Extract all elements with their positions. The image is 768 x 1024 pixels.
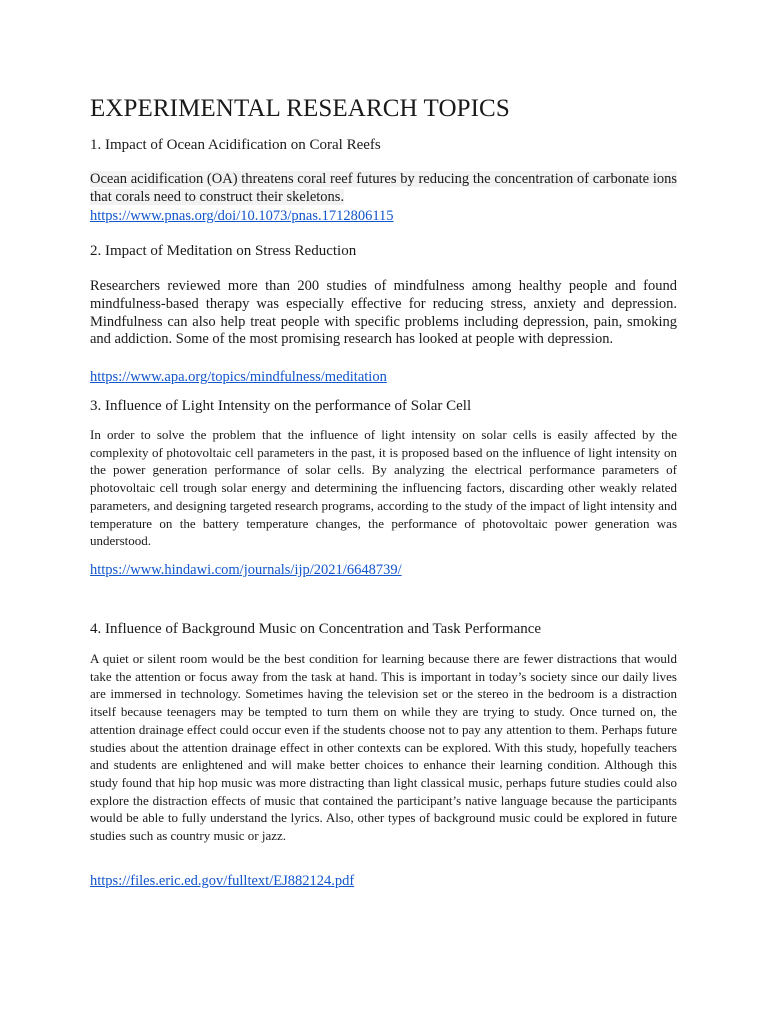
section-1-body-text: Ocean acidification (OA) threatens coral reef futures by reducing the concentration of carbonate ions that corals need to construct their skeletons. — [90, 171, 677, 205]
section-1-link[interactable]: https://www.pnas.org/doi/10.1073/pnas.1712806115 — [90, 208, 394, 224]
section-2-link[interactable]: https://www.apa.org/topics/mindfulness/meditation — [90, 369, 387, 385]
section-2-body: Researchers reviewed more than 200 studies of mindfulness among healthy people and found mindfulness-based therapy was especially effective for reducing stress, anxiety and depression. Mindfulness can also help treat people with specific problems including depression, pain, smoking and addiction. Some of the most promising research has looked at people with depression. — [90, 278, 677, 348]
section-4-link[interactable]: https://files.eric.ed.gov/fulltext/EJ882124.pdf — [90, 873, 355, 889]
section-2-heading: 2. Impact of Meditation on Stress Reduction — [90, 243, 357, 259]
section-3-body: In order to solve the problem that the influence of light intensity on solar cells is easily affected by the complexity of photovoltaic cell parameters in the past, it is proposed based on the influence of light intensity on the power generation performance of solar cells. By analyzing the electrical performance parameters of photovoltaic cell trough solar energy and determining the influencing factors, discarding other weakly related parameters, and designing targeted research programs, according to the study of the impact of light intensity and temperature on the battery temperature changes, the performance of photovoltaic power generation was understood. — [90, 427, 677, 549]
document-title: EXPERIMENTAL RESEARCH TOPICS — [90, 95, 510, 122]
section-1-body — [90, 171, 677, 207]
section-3-link[interactable]: https://www.hindawi.com/journals/ijp/2021/6648739/ — [90, 562, 402, 578]
section-4-heading: 4. Influence of Background Music on Concentration and Task Performance — [90, 621, 542, 637]
section-1-heading: 1. Impact of Ocean Acidification on Coral Reefs — [90, 137, 381, 153]
section-4-body: A quiet or silent room would be the best condition for learning because there are fewer distractions that would take the attention or focus away from the task at hand. This is important in today’s society since our daily lives are immersed in technology. Sometimes having the television set or the stereo in the bedroom is a distraction itself because teenagers may be tempted to turn them on while they are trying to study. Once turned on, the attention drainage effect could occur even if the students choose not to pay any attention to them. Perhaps future studies about the attention drainage effect in other contexts can be explored. With this study, hopefully teachers and students are enlightened and will make better choices to enhance their learning condition. Although this study found that hip hop music was more distracting than light classical music, perhaps future studies could also explore the distraction effects of music that contained the participant’s native language because the participants would be able to fully understand the lyrics. Also, other types of background music could be explored in future studies such as country music or jazz. — [90, 651, 677, 844]
section-3-heading: 3. Influence of Light Intensity on the performance of Solar Cell — [90, 398, 472, 414]
